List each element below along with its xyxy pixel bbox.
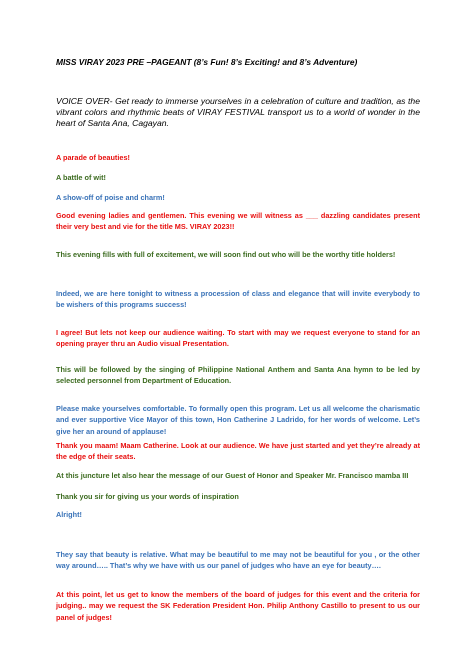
script-line-parade: A parade of beauties! xyxy=(56,153,130,162)
document-title: MISS VIRAY 2023 PRE –PAGEANT (8’s Fun! 8’s Exciting! and 8’s Adventure) xyxy=(56,57,358,67)
script-line-alright: Alright! xyxy=(56,510,82,519)
script-paragraph-national-anthem: This will be followed by the singing of Philippine National Anthem and Santa Ana hymn to be led by selected personnel from Department of Education. xyxy=(56,365,420,386)
script-paragraph-excitement: This evening fills with full of excitement, we will soon find out who will be the worthy title holders! xyxy=(56,250,396,259)
script-paragraph-beauty-relative: They say that beauty is relative. What may be beautiful to me may not be beautiful for you , or the other way around….. That’s why we have with us our panel of judges who have an eye for beauty…. xyxy=(56,550,420,571)
script-line-battle-of-wit: A battle of wit! xyxy=(56,173,106,182)
script-paragraph-guest-of-honor: At this juncture let also hear the message of our Guest of Honor and Speaker Mr. Francisco mamba III xyxy=(56,471,409,480)
script-paragraph-thank-you-maam: Thank you maam! Maam Catherine. Look at our audience. We have just started and yet they’re already at the edge of their seats. xyxy=(56,441,420,462)
script-line-thank-you-sir: Thank you sir for giving us your words of inspiration xyxy=(56,492,239,501)
script-paragraph-board-of-judges: At this point, let us get to know the members of the board of judges for this event and the criteria for judging.. may we request the SK Federation President Hon. Philip Anthony Castillo to present to us our panel of judges! xyxy=(56,590,420,622)
script-paragraph-welcome-vice-mayor: Please make yourselves comfortable. To formally open this program. Let us all welcome the charismatic and ever supportive Vice Mayor of this town, Hon Catherine J Ladrido, for her words of welcome. Let’s give her an around of applause! xyxy=(56,404,420,436)
script-paragraph-procession: Indeed, we are here tonight to witness a procession of class and elegance that will invite everybody to be wishers of this programs success! xyxy=(56,289,420,310)
script-line-show-off: A show-off of poise and charm! xyxy=(56,193,165,202)
voiceover-paragraph: VOICE OVER- Get ready to immerse yourselves in a celebration of culture and tradition, as the vibrant colors and rhythmic beats of VIRAY FESTIVAL transport us to a world of wonder in the heart of Santa Ana, Cagayan. xyxy=(56,96,420,129)
script-paragraph-opening-prayer: I agree! But lets not keep our audience waiting. To start with may we request everyone to stand for an opening prayer thru an Audio visual Presentation. xyxy=(56,328,420,349)
script-paragraph-good-evening: Good evening ladies and gentlemen. This evening we will witness as ___ dazzling candidates present their very best and vie for the title MS. VIRAY 2023!! xyxy=(56,211,420,232)
